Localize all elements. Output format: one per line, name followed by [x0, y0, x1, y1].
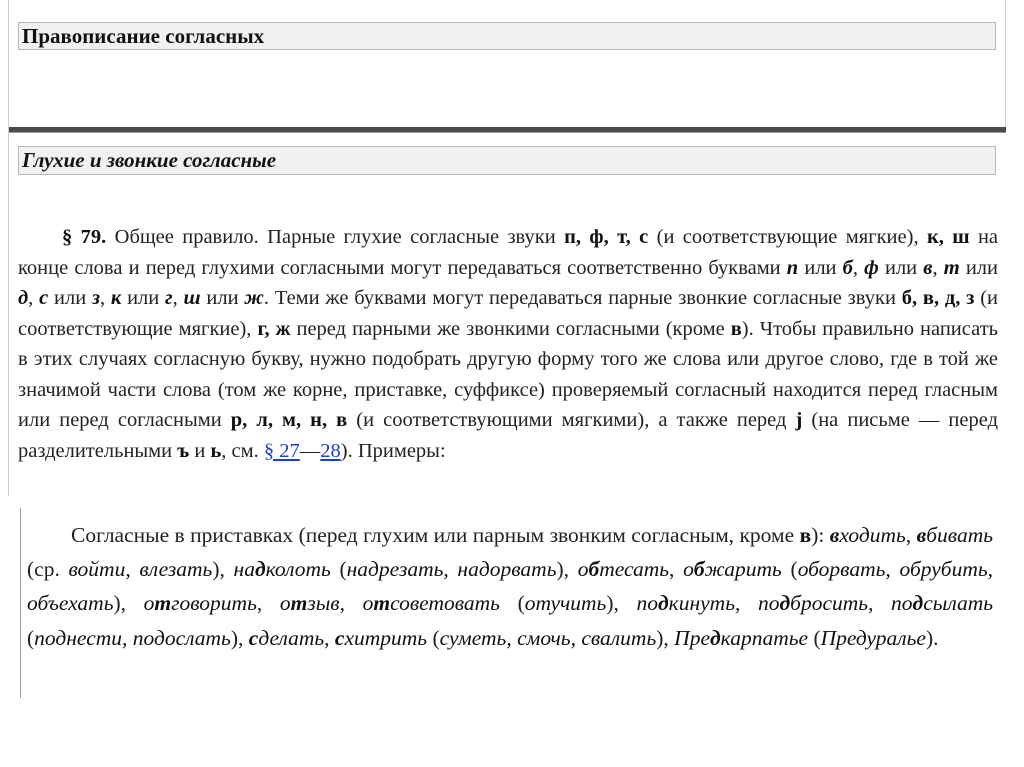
- paragraph-number: § 79.: [62, 226, 107, 248]
- screenshot-cut: [0, 496, 1024, 502]
- example-paragraph: Согласные в приставках (перед глухим или парным звонким согласным, кроме в): входить, вбивать (ср. войти, влезать), надколоть (надрезать, надорвать), обтесать, обжарить (оборвать, обрубить, объехать), отговорить, отзыв, отсоветовать (отучить), подкинуть, подбросить, подсылать (поднести, подослать), сделать, схитрить (суметь, смочь, свалить), Предкарпатье (Предуралье).: [27, 523, 993, 650]
- section-divider: [9, 127, 1006, 133]
- page-frame-right: [1005, 0, 1006, 130]
- page-frame-left: [8, 0, 9, 500]
- example-frame-left: [20, 508, 21, 698]
- rule-paragraph: § 79. Общее правило. Парные глухие согласные звуки п, ф, т, с (и соответствующие мягкие), к, ш на конце слова и перед глухими согласными могут передаваться соответственно буквами п или б, ф или в, т или д, с или з, к или г, ш или ж. Теми же буквами могут передаваться парные звонкие согласные звуки б, в, д, з (и соответствующие мягкие), г, ж перед парными же звонкими согласными (кроме в). Чтобы правильно написать в этих случаях согласную букву, нужно подобрать другую форму того же слова или другое слово, где в той же значимой части слова (том же корне, приставке, суффиксе) проверяемый согласный находится перед гласным или перед согласными р, л, м, н, в (и соответствующими мягкими), а также перед j (на письме — перед разделительными ъ и ь, см. § 27—28). Примеры:: [18, 226, 998, 462]
- subsection-title: Глухие и звонкие согласные: [18, 146, 996, 175]
- section-title: Правописание согласных: [18, 22, 996, 50]
- link-paragraph-27[interactable]: § 27: [263, 439, 300, 462]
- link-paragraph-28[interactable]: 28: [320, 439, 341, 462]
